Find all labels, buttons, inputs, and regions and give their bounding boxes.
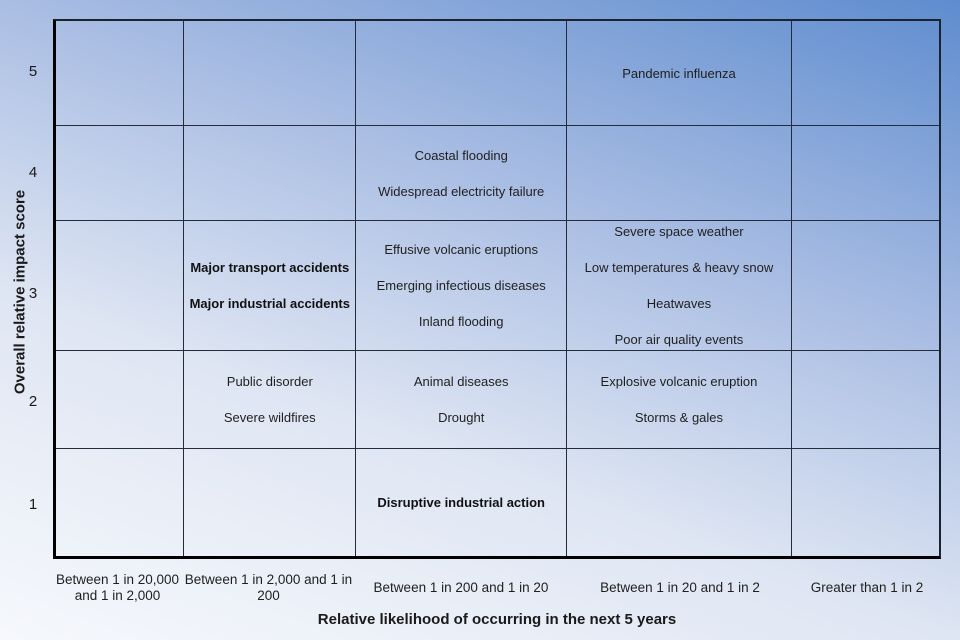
matrix-cell-i3-l1 [56, 221, 184, 351]
x-category-2: Between 1 in 2,000 and 1 in 200 [184, 572, 353, 603]
matrix-cell-i3-l5 [792, 221, 939, 351]
x-category-3: Between 1 in 200 and 1 in 20 [373, 580, 549, 595]
x-category-5: Greater than 1 in 2 [810, 580, 924, 595]
risk-item: Heatwaves [646, 296, 712, 312]
matrix-cell-i4-l4 [567, 126, 792, 221]
risk-item: Public disorder [226, 373, 313, 389]
matrix-cell-i5-l5 [792, 21, 939, 126]
matrix-cell-i3-l3 [356, 221, 567, 351]
matrix-cell-i2-l4 [567, 351, 792, 449]
y-tick-5: 5 [28, 63, 38, 80]
matrix-cell-i1-l4 [567, 449, 792, 556]
matrix-cell-i4-l3 [356, 126, 567, 221]
matrix-cell-i5-l1 [56, 21, 184, 126]
y-tick-2: 2 [28, 393, 38, 410]
matrix-cell-i4-l2 [184, 126, 356, 221]
matrix-cell-i3-l2 [184, 221, 356, 351]
risk-item: Major transport accidents [190, 260, 350, 276]
risk-item: Low temperatures & heavy snow [584, 260, 774, 276]
risk-item: Disruptive industrial action [377, 494, 545, 510]
matrix-cell-i2-l1 [56, 351, 184, 449]
matrix-cell-i4-l1 [56, 126, 184, 221]
risk-item: Coastal flooding [414, 147, 508, 163]
risk-item: Inland flooding [418, 314, 504, 330]
x-axis-labels [53, 560, 941, 616]
risk-item: Severe wildfires [223, 409, 316, 425]
matrix-cell-i5-l2 [184, 21, 356, 126]
x-category-4: Between 1 in 20 and 1 in 2 [600, 580, 760, 595]
matrix-cell-i4-l5 [792, 126, 939, 221]
risk-item: Severe space weather [614, 224, 744, 240]
risk-item: Widespread electricity failure [378, 183, 545, 199]
matrix-cell-i2-l3 [356, 351, 567, 449]
y-tick-3: 3 [28, 285, 38, 302]
risk-item: Effusive volcanic eruptions [384, 242, 539, 258]
matrix-cell-i1-l3 [356, 449, 567, 556]
matrix-cell-i1-l5 [792, 449, 939, 556]
x-category-1: Between 1 in 20,000 and 1 in 2,000 [55, 572, 180, 603]
matrix-cell-i5-l4 [567, 21, 792, 126]
matrix-cell-i5-l3 [356, 21, 567, 126]
risk-item: Drought [438, 409, 485, 425]
risk-item: Explosive volcanic eruption [600, 373, 758, 389]
matrix-cell-i1-l2 [184, 449, 356, 556]
matrix-cell-i2-l2 [184, 351, 356, 449]
risk-matrix-grid [53, 19, 941, 559]
matrix-cell-i2-l5 [792, 351, 939, 449]
risk-item: Poor air quality events [614, 332, 744, 348]
risk-item: Storms & gales [634, 409, 724, 425]
risk-item: Animal diseases [413, 373, 509, 389]
risk-item: Major industrial accidents [189, 296, 350, 312]
matrix-cell-i3-l4 [567, 221, 792, 351]
risk-item: Pandemic influenza [622, 65, 736, 81]
risk-item: Emerging infectious diseases [376, 278, 546, 294]
matrix-cell-i1-l1 [56, 449, 184, 556]
x-axis-title: Relative likelihood of occurring in the next 5 years [317, 611, 677, 628]
y-axis-title: Overall relative impact score [11, 189, 29, 395]
y-tick-1: 1 [28, 496, 38, 513]
y-tick-4: 4 [28, 164, 38, 181]
